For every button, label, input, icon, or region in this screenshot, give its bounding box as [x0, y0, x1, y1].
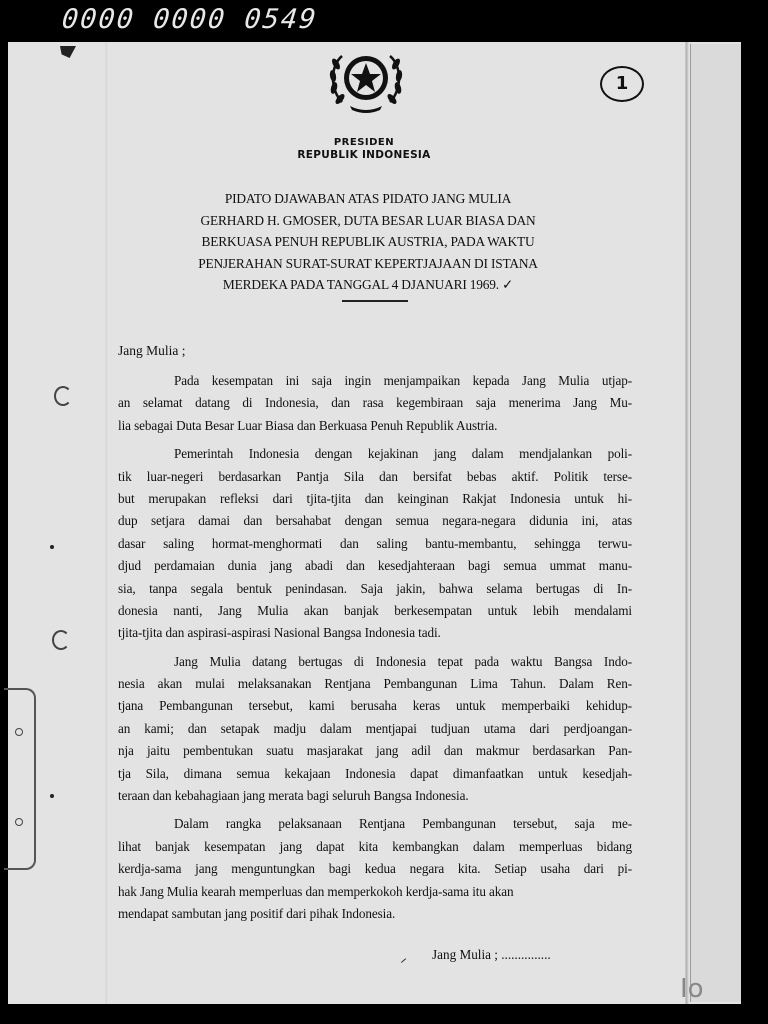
paragraph: [118, 813, 632, 925]
text-line: but merupakan refleksi dari tjita-tjita dan keinginan Rakjat Indonesia untuk hi-: [118, 490, 632, 506]
text-line: Jang Mulia datang bertugas di Indonesia tepat pada waktu Bangsa Indo-: [174, 653, 632, 669]
salutation: Jang Mulia ;: [118, 343, 186, 358]
text-line: sia, tanpa segala bentuk penindasan. Saja jakin, bahwa selama bertugas di In-: [118, 580, 632, 596]
text-line: nesia akan mulai melaksanakan Rentjana Pembangunan Lima Tahun. Dalam Ren-: [118, 676, 632, 692]
title-divider: [342, 300, 408, 302]
speech-body: [118, 370, 632, 931]
page-edge-strip: [690, 44, 741, 1002]
text-line: donesia nanti, Jang Mulia akan banjak berkesempatan untuk lebih mendalami: [118, 602, 632, 618]
paragraph: [118, 651, 632, 808]
text-line: Pemerintah Indonesia dengan kejakinan jang dalam mendjalankan poli-: [174, 446, 632, 462]
microfilm-frame-mark: Io: [680, 974, 704, 1004]
binder-tab: [4, 688, 36, 870]
text-line: lihat banjak kesempatan jang dapat kita kembangkan dalam memperluas bidang: [118, 838, 632, 854]
text-line: dup setjara damai dan bersahabat dengan semua negara-negara didunia ini, atas: [118, 513, 632, 529]
text-line: dasar saling hormat-menghormati dan saling bantu-membantu, sehingga terwu-: [118, 535, 632, 551]
text-line: lia sebagai Duta Besar Luar Biasa dan Berkuasa Penuh Republik Austria.: [118, 417, 498, 433]
punch-ring-mark: [52, 630, 70, 650]
text-line: hak Jang Mulia kearah memperluas dan memperkokoh kerdja-sama itu akan: [118, 883, 514, 899]
text-line: tja Sila, dimana semua kekajaan Indonesia dapat dimanfaatkan untuk kesedjah-: [118, 765, 632, 781]
presidential-emblem-icon: [324, 44, 408, 116]
text-line: mendapat sambutan jang positif dari pihak Indonesia.: [118, 905, 396, 921]
title-line: PIDATO DJAWABAN ATAS PIDATO JANG MULIA: [224, 191, 512, 206]
page-number: 1: [600, 66, 644, 102]
text-line: an kami; dan setapak madju dalam mentjapai tudjuan utama dari perdjoangan-: [118, 720, 632, 736]
microfilm-frame-code: 0000 0000 0549: [60, 4, 320, 35]
title-line: PENJERAHAN SURAT-SURAT KEPERTJAJAAN DI ISTANA: [198, 255, 538, 271]
speck: [50, 545, 54, 549]
text-line: tjita-tjita dan aspirasi-aspirasi Nasional Bangsa Indonesia tadi.: [118, 625, 441, 641]
binder-hole: [15, 728, 23, 736]
text-line: Dalam rangka pelaksanaan Rentjana Pembangunan tersebut, saja me-: [174, 816, 632, 832]
text-line: djud perdamaian dunia jang abadi dan kesedjahteraan bagi semua ummat manu-: [118, 558, 632, 574]
letterhead-line: PRESIDEN: [333, 137, 395, 148]
title-line: MERDEKA PADA TANGGAL 4 DJANUARI 1969. ✓: [222, 277, 514, 292]
binder-hole: [15, 818, 23, 826]
text-line: nja jaitu pembentukan suatu masjarakat jang adil dan makmur berdasarkan Pan-: [118, 743, 632, 759]
letterhead: [250, 137, 478, 161]
title-line: BERKUASA PENUH REPUBLIK AUSTRIA, PADA WAKTU: [201, 234, 535, 249]
speck: [50, 794, 54, 798]
title-line: GERHARD H. GMOSER, DUTA BESAR LUAR BIASA DAN: [200, 212, 536, 228]
text-line: tik luar-negeri berdasarkan Pantja Sila dan bersifat bebas aktif. Politik terse-: [118, 468, 632, 484]
letterhead-line: REPUBLIK INDONESIA: [297, 149, 431, 161]
document-title: [172, 188, 564, 296]
text-line: Pada kesempatan ini saja ingin menjampaikan kepada Jang Mulia utjap-: [174, 373, 632, 388]
text-line: kerdja-sama jang menguntungkan bagi kedua negara kita. Setiap usaha dari pi-: [118, 861, 632, 877]
text-line: teraan dan kebahagiaan jang merata bagi seluruh Bangsa Indonesia.: [118, 788, 469, 804]
paragraph: [118, 443, 632, 645]
punch-ring-mark: [54, 386, 72, 406]
paragraph: [118, 370, 632, 437]
text-line: tjana Pembangunan tersebut, kami berusaha keras untuk memperbaiki kehidup-: [118, 698, 632, 714]
continuation-footer: Jang Mulia ; ...............: [432, 947, 551, 962]
text-line: an selamat datang di Indonesia, dan rasa kegembiraan saja menerima Jang Mu-: [118, 395, 632, 411]
